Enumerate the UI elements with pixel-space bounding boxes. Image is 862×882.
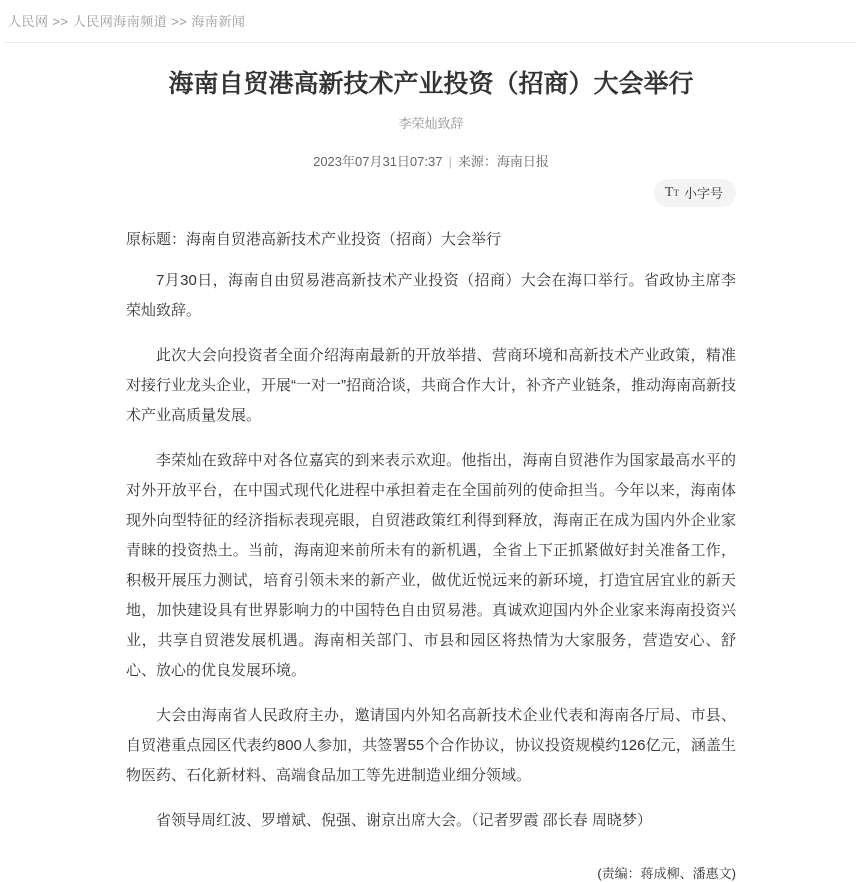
editor-note: (责编：蒋成柳、潘惠文) [597,866,736,881]
article-body [126,68,736,882]
breadcrumb-link-hainan-news[interactable]: 海南新闻 [191,14,246,29]
source-link[interactable]: 海南日报 [496,154,549,169]
paragraph: 此次大会向投资者全面介绍海南最新的开放举措、营商环境和高新技术产业政策，精准对接行业龙头企业，开展“一对一”招商洽谈，共商合作大计，补齐产业链条，推动海南高新技术产业高质量发展。 [126,347,736,424]
article-toolbar [126,179,736,205]
breadcrumb-link-peoples-daily[interactable]: 人民网 [8,14,49,29]
font-size-label: 小字号 [683,186,723,201]
meta-separator: | [448,154,452,169]
article-meta [126,151,736,170]
font-size-icon: TT [664,185,679,200]
original-title-line: 原标题：海南自贸港高新技术产业投资（招商）大会举行 [126,231,502,248]
breadcrumb-separator: >> [52,14,69,29]
source-label: 来源： [457,154,497,169]
header-divider [5,42,857,43]
paragraph: 7月30日，海南自由贸易港高新技术产业投资（招商）大会在海口举行。省政协主席李荣灿致辞。 [126,272,736,319]
breadcrumb [0,0,862,39]
publish-date: 2023年07月31日07:37 [313,154,443,169]
article-paragraphs [126,266,736,836]
paragraph: 大会由海南省人民政府主办，邀请国内外知名高新技术企业代表和海南各厅局、市县、自贸港重点园区代表约800人参加，共签署55个合作协议，协议投资规模约126亿元，涵盖生物医药、石化新材料、高端食品加工等先进制造业细分领域。 [126,707,736,784]
breadcrumb-link-hainan-channel[interactable]: 人民网海南频道 [72,14,168,29]
paragraph: 李荣灿在致辞中对各位嘉宾的到来表示欢迎。他指出，海南自贸港作为国家最高水平的对外开放平台，在中国式现代化进程中承担着走在全国前列的使命担当。今年以来，海南体现外向型特征的经济指标表现亮眼，自贸港政策红利得到释放，海南正在成为国内外企业家青睐的投资热土。当前，海南迎来前所未有的新机遇，全省上下正抓紧做好封关准备工作，积极开展压力测试，培育引领未来的新产业，做优近悦远来的新环境，打造宜居宜业的新天地，加快建设具有世界影响力的中国特色自由贸易港。真诚欢迎国内外企业家来海南投资兴业，共享自贸港发展机遇。海南相关部门、市县和园区将热情为大家服务，营造安心、舒心、放心的优良发展环境。 [126,452,736,679]
font-size-button[interactable] [654,179,736,207]
page-title: 海南自贸港高新技术产业投资（招商）大会举行 [168,70,694,98]
article-subtitle: 李荣灿致辞 [398,116,464,131]
paragraph: 省领导周红波、罗增斌、倪强、谢京出席大会。（记者罗霞 邵长春 周晓梦） [156,812,652,829]
breadcrumb-separator: >> [171,14,188,29]
